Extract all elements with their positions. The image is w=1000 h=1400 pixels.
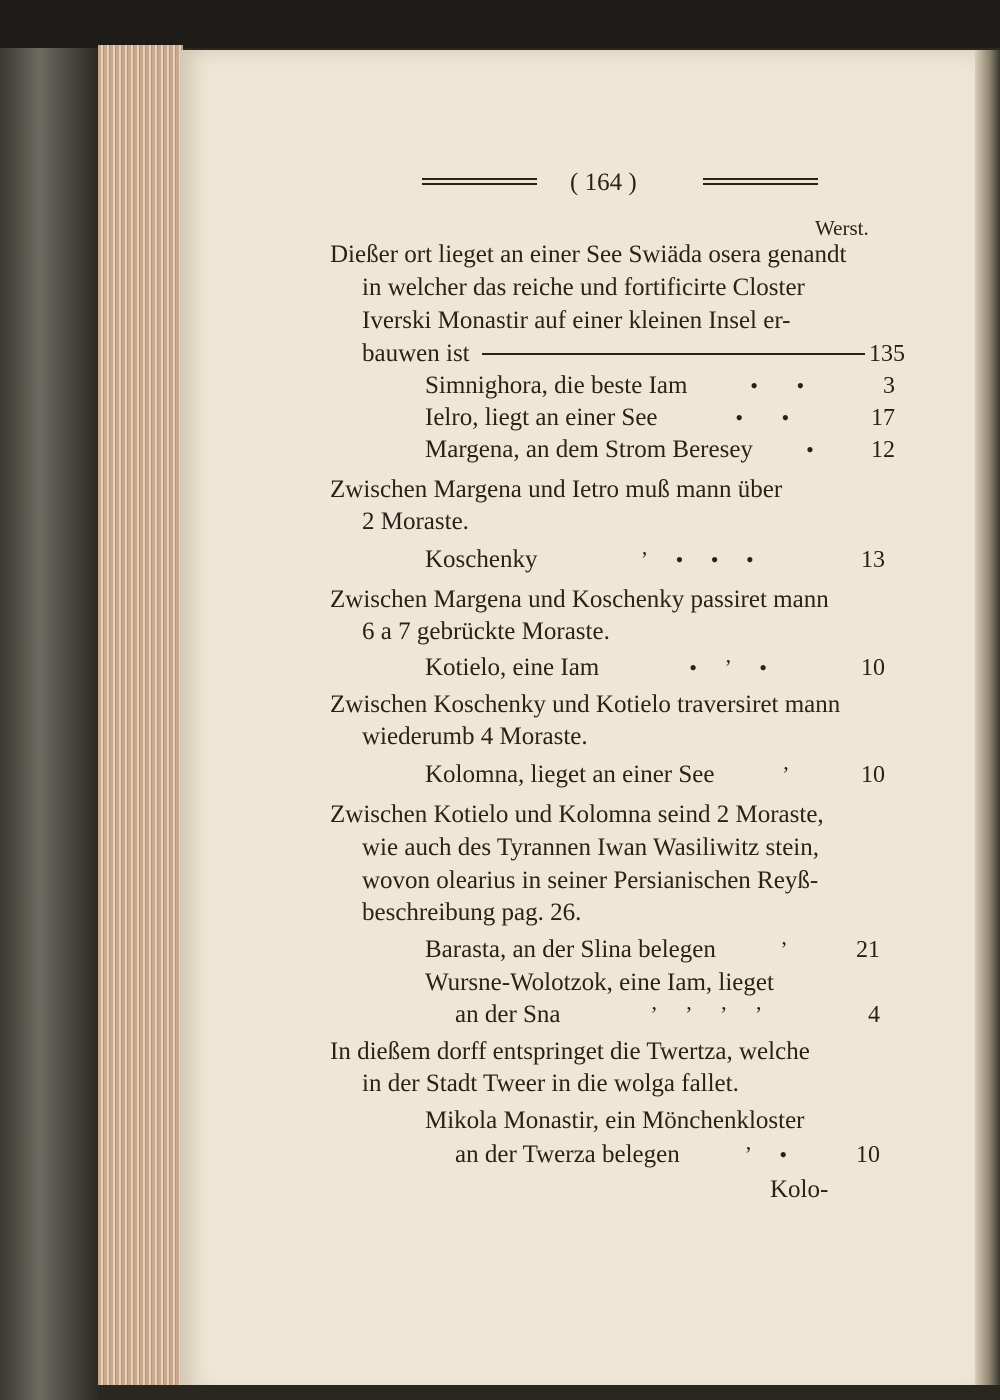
- text-line: 2 Moraste.: [362, 508, 469, 535]
- filler-marks: •: [806, 437, 814, 462]
- text-line: wiederumb 4 Moraste.: [362, 723, 588, 750]
- header-rule-left: [422, 178, 537, 185]
- distance: 17: [871, 405, 895, 431]
- distance: 3: [883, 373, 895, 399]
- entry-row: [425, 435, 895, 465]
- filler-marks: ʼ •: [744, 1142, 788, 1167]
- text-line: Koschenky: [425, 546, 538, 573]
- distance: 4: [868, 1002, 880, 1028]
- text-line: in welcher das reiche und fortificirte Closter: [362, 274, 805, 301]
- leader-line: [482, 353, 865, 355]
- entry-row: [425, 371, 895, 401]
- text-line: Margena, an dem Strom Beresey: [425, 436, 753, 463]
- distance: 135: [869, 341, 905, 367]
- text-line: Kotielo, eine Iam: [425, 654, 600, 681]
- text-line: 6 a 7 gebrückte Moraste.: [362, 618, 610, 645]
- text-line: Zwischen Kotielo und Kolomna seind 2 Moraste,: [330, 801, 824, 828]
- distance: 12: [871, 437, 895, 463]
- text-line: Iverski Monastir auf einer kleinen Insel er-: [362, 307, 791, 334]
- distance: 10: [861, 655, 885, 681]
- text-line: beschreibung pag. 26.: [362, 899, 582, 926]
- next-page-edge: [975, 50, 1000, 1400]
- text-line: Zwischen Koschenky und Kotielo traversiret mann: [330, 691, 841, 718]
- text-line: an der Twerza belegen: [455, 1141, 680, 1168]
- filler-marks: • •: [750, 373, 805, 398]
- text-line: in der Stadt Tweer in die wolga fallet.: [362, 1070, 739, 1097]
- entry-row: [425, 545, 885, 575]
- filler-marks: ʼ ʼ ʼ ʼ: [650, 1002, 763, 1027]
- filler-marks: • ʼ •: [689, 655, 767, 680]
- text-line: Kolomna, lieget an einer See: [425, 761, 715, 788]
- entry-row: [425, 935, 880, 965]
- column-label: Werst.: [815, 216, 869, 240]
- text-line: Simnighora, die beste Iam: [425, 372, 688, 399]
- distance: 13: [861, 547, 885, 573]
- background: [0, 0, 1000, 48]
- page-edges: [98, 45, 183, 1385]
- text-line: wovon olearius in seiner Persianischen Reyß-: [362, 867, 819, 894]
- catchword: Kolo-: [770, 1176, 829, 1203]
- book-cover: [0, 0, 100, 1400]
- distance: 21: [856, 937, 880, 963]
- text-line: wie auch des Tyrannen Iwan Wasiliwitz stein,: [362, 834, 819, 861]
- page-number: ( 164 ): [570, 169, 637, 196]
- text-line: Barasta, an der Slina belegen: [425, 936, 716, 963]
- text-line: Mikola Monastir, ein Mönchenkloster: [425, 1107, 805, 1134]
- filler-marks: ʼ: [780, 937, 788, 962]
- filler-marks: ʼ • • •: [640, 547, 754, 572]
- distance: 10: [856, 1142, 880, 1168]
- entry-row: [455, 1140, 880, 1170]
- entry-row: [425, 653, 885, 683]
- entry-row: [362, 339, 905, 369]
- entry-row: [425, 403, 895, 433]
- entry-row: [455, 1000, 880, 1030]
- text-line: Zwischen Margena und Koschenky passiret mann: [330, 586, 829, 613]
- entry-row: [425, 760, 885, 790]
- text-line: In dießem dorff entspringet die Twertza, welche: [330, 1038, 810, 1065]
- background-bottom: [100, 1385, 1000, 1400]
- distance: 10: [861, 762, 885, 788]
- filler-marks: ʼ: [782, 762, 790, 787]
- text-line: Dießer ort lieget an einer See Swiäda osera genandt: [330, 241, 847, 268]
- text-line: Zwischen Margena und Ietro muß mann über: [330, 476, 783, 503]
- filler-marks: • •: [735, 405, 790, 430]
- header-rule-right: [703, 178, 818, 185]
- text-line: bauwen ist: [362, 340, 470, 367]
- text-line: Ielro, liegt an einer See: [425, 404, 658, 431]
- text-line: an der Sna: [455, 1001, 561, 1028]
- text-line: Wursne-Wolotzok, eine Iam, lieget: [425, 969, 774, 996]
